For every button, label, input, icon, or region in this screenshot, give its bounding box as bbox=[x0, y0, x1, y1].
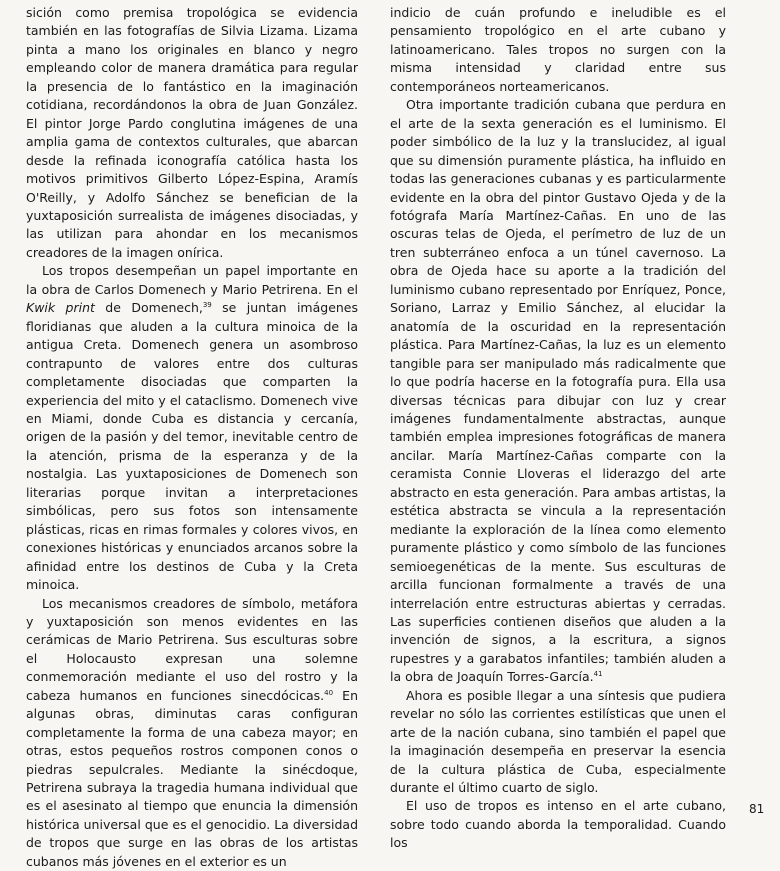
right-paragraph-2-text: Otra importante tradición cubana que perdura en el arte de la sexta generación es el luminismo. El poder simbólico de la luz y la translucidez, al igual que su dimensión puramente plástica, ha influido en todas las generaciones cubanas y es particularmente evidente en la obra del pintor Gustavo Ojeda y de la fotógrafa María Martínez-Cañas. En uno de las oscuras telas de Ojeda, el perímetro de luz de un tren subterráneo enfoca a un túnel cavernoso. La obra de Ojeda hace su aporte a la tradición del luminismo cubano representado por Enríquez, Ponce, Soriano, Larraz y Emilio Sánchez, al elucidar la anatomía de la oscuridad en la representación plástica. Para Martínez-Cañas, la luz es un elemento tangible para ser manipulado más radicalmente que lo que podría hacerse en la fotografía pura. Ella usa diversas técnicas para dibujar con luz y crear imágenes fundamentalmente abstractas, aunque también emplea impresiones fotográficas de manera ancilar. María Martínez-Cañas comparte con la ceramista Connie Lloveras el liderazgo del arte abstracto en esta generación. Para ambas artistas, la estética abstracta se vincula a la representación mediante la exploración de la línea como elemento puramente plástico y como símbolo de las funciones semioegenéticas de la mente. Sus esculturas de arcilla funcionan formalmente a través de una interrelación entre estructuras abiertas y cerradas. Las superficies contienen diseños que aluden a la invención de signos, a la escritura, a signos rupestres y a garabatos infantiles; también aluden a la obra de Joaquín Torres-García. bbox=[390, 97, 726, 684]
right-paragraph-3-text: Ahora es posible llegar a una síntesis que pudiera revelar no sólo las corrientes estilísticas que unen el arte de la nación cubana, sino también el papel que la imaginación desempeña en preservar la esencia de la cultura plástica de Cuba, especialmente durante el último cuarto de siglo. bbox=[390, 688, 726, 795]
page-number: 81 bbox=[749, 802, 764, 816]
footnote-ref-41: 41 bbox=[594, 670, 603, 678]
right-paragraph-3 bbox=[390, 687, 726, 798]
right-paragraph-4 bbox=[390, 797, 726, 852]
left-paragraph-1 bbox=[26, 4, 358, 262]
left-paragraph-3-text-a: Los mecanismos creadores de símbolo, metáfora y yuxtaposición son menos evidentes en las cerámicas de Mario Petrirena. Sus esculturas sobre el Holocausto expresan una solemne conmemoración mediante el uso del rostro y la cabeza humanos en funciones sinecdócicas. bbox=[26, 596, 358, 703]
left-paragraph-2-text-a: Los tropos desempeñan un papel importante en la obra de Carlos Domenech y Mario Petrirena. En el bbox=[26, 263, 358, 296]
right-paragraph-4-text: El uso de tropos es intenso en el arte cubano, sobre todo cuando aborda la temporalidad. Cuando los bbox=[390, 798, 726, 850]
left-paragraph-2-text-c: se juntan imágenes floridianas que aluden a la cultura minoica de la antigua Creta. Domenech genera un asombroso contrapunto de valores entre dos culturas completamente disociadas que comparten la experiencia del mito y el cataclismo. Domenech vive en Miami, donde Cuba es distancia y cercanía, origen de la pasión y del temor, inevitable centro de la atención, prisma de la esperanza y de la nostalgia. Las yuxtaposiciones de Domenech son literarias porque invitan a interpretaciones simbólicas, pero sus fotos son intensamente plásticas, ricas en rimas formales y colores vivos, en conexiones históricas y enunciados arcanos sobre la afinidad entre los destinos de Cuba y la Creta minoica. bbox=[26, 300, 358, 592]
artwork-title-kwik-print: Kwik print bbox=[26, 300, 95, 315]
right-column bbox=[390, 4, 726, 853]
right-paragraph-1 bbox=[390, 4, 726, 96]
footnote-ref-39: 39 bbox=[203, 301, 212, 309]
left-paragraph-2 bbox=[26, 262, 358, 594]
left-paragraph-2-text-b: de Domenech, bbox=[95, 300, 203, 315]
right-paragraph-1-text: indicio de cuán profundo e ineludible es el pensamiento tropológico en el arte cubano y latinoamericano. Tales tropos no surgen con la misma intensidad y claridad entre sus contemporáneos norteamericanos. bbox=[390, 5, 726, 94]
left-column bbox=[26, 4, 358, 871]
footnote-ref-40: 40 bbox=[324, 689, 333, 697]
right-paragraph-2 bbox=[390, 96, 726, 687]
left-paragraph-3-text-b: En algunas obras, diminutas caras configuran completamente la forma de una cabeza mayor; en otras, estos pequeños rostros componen conos o piedras sepulcrales. Mediante la sinécdoque, Petrirena subraya la tragedia humana individual que es el asesinato al tiempo que enuncia la dimensión histórica universal que es el genocidio. La diversidad de tropos que surge en las obras de los artistas cubanos más jóvenes en el exterior es un bbox=[26, 688, 358, 869]
left-paragraph-3 bbox=[26, 595, 358, 871]
left-paragraph-1-text: sición como premisa tropológica se evidencia también en las fotografías de Silvia Lizama. Lizama pinta a mano los originales en blanco y negro empleando color de manera dramática para regular la presencia de lo fantástico en la imaginación cotidiana, recordándonos la obra de Juan González. El pintor Jorge Pardo conglutina imágenes de una amplia gama de contextos culturales, que abarcan desde la refinada iconografía católica hasta los motivos primitivos Gilberto López-Espina, Aramís O'Reilly, y Adolfo Sánchez se benefician de la yuxtaposición surrealista de imágenes disociadas, y las utilizan para ahondar en los mecanismos creadores de la imagen onírica. bbox=[26, 5, 358, 260]
